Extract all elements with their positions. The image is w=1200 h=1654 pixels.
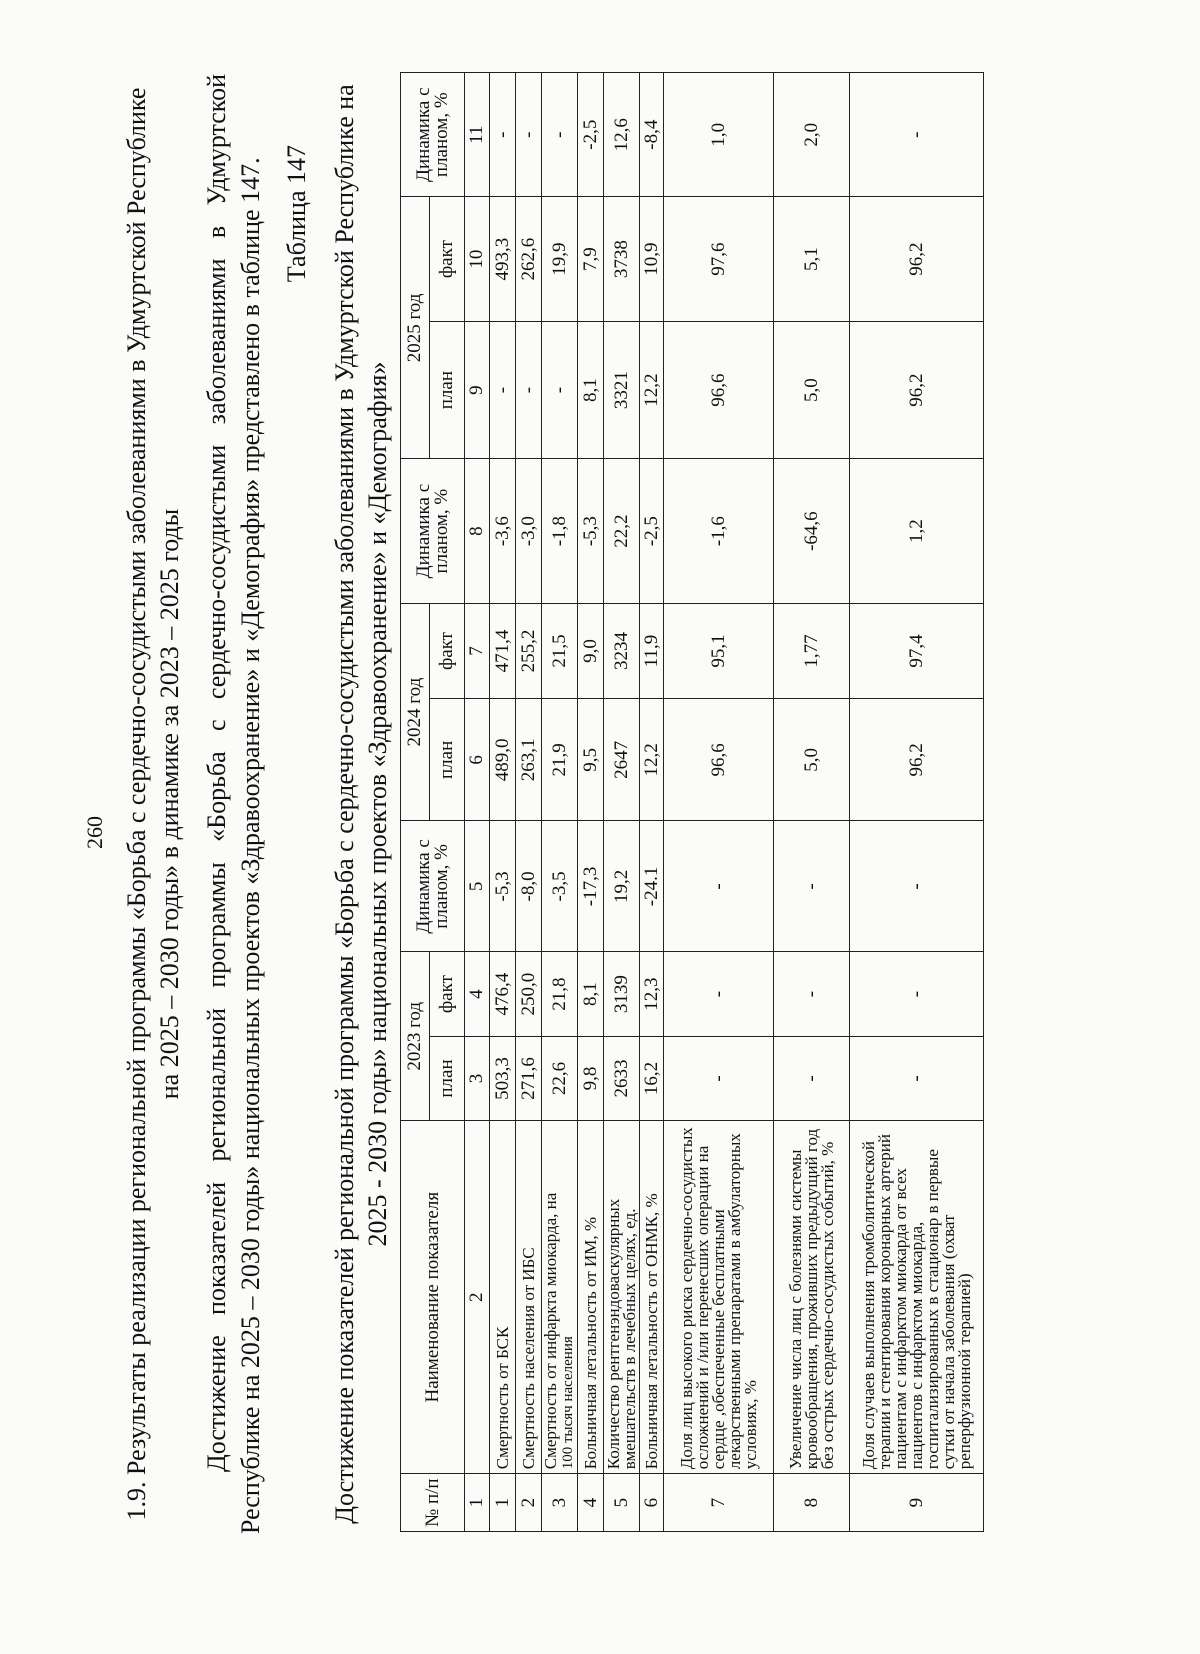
indicator-name-text: Больничная летальность от ОНМК, % <box>641 1193 661 1470</box>
dynamics-2025: 2,0 <box>774 73 850 197</box>
row-number: 4 <box>578 1474 604 1532</box>
fact-2024: 1,77 <box>774 603 850 699</box>
dynamics-2025: - <box>516 73 542 197</box>
table-row <box>542 73 578 1532</box>
fact-2025: 3738 <box>604 197 640 321</box>
indicator-name-text: Количество рентгенэндоваскулярных вмешательств в лечебных целях, ед. <box>603 1198 639 1470</box>
plan-2023: - <box>664 1036 774 1120</box>
fact-2025: 10,9 <box>640 197 664 321</box>
fact-2023: - <box>774 952 850 1036</box>
column-number: 6 <box>465 699 490 821</box>
indicator-name <box>604 1121 640 1474</box>
table-row <box>664 73 774 1532</box>
column-number: 11 <box>465 73 490 197</box>
indicator-name-continuation: 100 тысяч населения <box>560 1336 576 1470</box>
dynamics-2024: 1,2 <box>850 459 984 603</box>
plan-2025: 96,2 <box>850 321 984 459</box>
plan-2023: 2633 <box>604 1036 640 1120</box>
plan-2023: - <box>850 1036 984 1120</box>
row-number: 9 <box>850 1474 984 1532</box>
dynamics-2023: - <box>774 821 850 952</box>
section-heading: 1.9. Результаты реализации региональной программы «Борьба с сердечно-сосудистыми заболеваниями в Удмуртской Республике на 2025 – 2030 годы» в динамике за 2023 – 2025 годы <box>122 87 184 1521</box>
fact-2024: 255,2 <box>516 603 542 699</box>
fact-2023: 21,8 <box>542 952 578 1036</box>
fact-2023: 8,1 <box>578 952 604 1036</box>
plan-2023: 9,8 <box>578 1036 604 1120</box>
plan-2024: 5,0 <box>774 699 850 821</box>
indicator-name <box>664 1121 774 1474</box>
indicator-name <box>640 1121 664 1474</box>
indicator-name <box>578 1121 604 1474</box>
table-row <box>516 73 542 1532</box>
table-body <box>490 73 984 1532</box>
row-number: 7 <box>664 1474 774 1532</box>
column-number: 4 <box>465 952 490 1036</box>
plan-2023: 503,3 <box>490 1036 516 1120</box>
column-number: 7 <box>465 603 490 699</box>
fact-2025: 7,9 <box>578 197 604 321</box>
dynamics-2023: - <box>664 821 774 952</box>
plan-2025: 3321 <box>604 321 640 459</box>
table-row <box>640 73 664 1532</box>
row-number: 5 <box>604 1474 640 1532</box>
indicator-name-text: Доля случаев выполнения тромболитической терапии и стентирования коронарных артерий пациентам с инфарктом миокарда от всех пациентов с инфарктом миокарда, госпитализированных в стационар в первые сутки от начала заболевания (охват реперфузионной терапией) <box>858 1134 974 1470</box>
row-number: 6 <box>640 1474 664 1532</box>
plan-2024: 21,9 <box>542 699 578 821</box>
dynamics-2024: -3,0 <box>516 459 542 603</box>
header-plan-2025: план <box>430 321 465 459</box>
plan-2023: 22,6 <box>542 1036 578 1120</box>
header-fact-2025: факт <box>430 197 465 321</box>
column-number: 5 <box>465 821 490 952</box>
dynamics-2025: 1,0 <box>664 73 774 197</box>
dynamics-2024: 22,2 <box>604 459 640 603</box>
header-year-2024: 2024 год <box>401 603 430 821</box>
fact-2024: 11,9 <box>640 603 664 699</box>
fact-2023: - <box>850 952 984 1036</box>
dynamics-2023: -17,3 <box>578 821 604 952</box>
header-year-2025: 2025 год <box>401 197 430 459</box>
indicator-name-text: Увеличение числа лиц с болезнями системы кровообращения, проживших предыдущий год без острых сердечно-сосудистых событий, % <box>785 1128 837 1470</box>
dynamics-2023: 19,2 <box>604 821 640 952</box>
dynamics-2024: -5,3 <box>578 459 604 603</box>
fact-2023: 3139 <box>604 952 640 1036</box>
dynamics-2025: - <box>542 73 578 197</box>
indicator-name <box>490 1121 516 1474</box>
table-number: Таблица 147 <box>282 145 311 283</box>
column-number: 8 <box>465 459 490 603</box>
intro-paragraph: Достижение показателей региональной программы «Борьба с сердечно-сосудистыми заболеваниями в Удмуртской Республике на 2025 – 2030 годы» национальных проектов «Здравоохранение» и «Демография» представлено в таблице 147. <box>202 74 265 1534</box>
indicator-name-text: Смертность от инфаркта миокарда, на <box>541 1192 560 1470</box>
plan-2023: 16,2 <box>640 1036 664 1120</box>
fact-2025: 19,9 <box>542 197 578 321</box>
header-plan-2023: план <box>430 1036 465 1120</box>
header-dynamics-2025: Динамика с планом, % <box>401 73 465 197</box>
table-row <box>604 73 640 1532</box>
row-number: 1 <box>490 1474 516 1532</box>
fact-2024: 97,4 <box>850 603 984 699</box>
plan-2025: 96,6 <box>664 321 774 459</box>
dynamics-2024: -2,5 <box>640 459 664 603</box>
dynamics-2025: - <box>490 73 516 197</box>
fact-2023: - <box>664 952 774 1036</box>
fact-2025: 96,2 <box>850 197 984 321</box>
fact-2023: 250,0 <box>516 952 542 1036</box>
header-row-years <box>401 73 430 1532</box>
column-number: 3 <box>465 1036 490 1120</box>
header-num: № п/п <box>401 1474 465 1532</box>
plan-2024: 12,2 <box>640 699 664 821</box>
plan-2024: 9,5 <box>578 699 604 821</box>
plan-2025: - <box>516 321 542 459</box>
indicator-name-text: Больничная летальность от ИМ, % <box>580 1216 600 1470</box>
dynamics-2024: -1,6 <box>664 459 774 603</box>
indicator-name <box>516 1121 542 1474</box>
plan-2023: - <box>774 1036 850 1120</box>
fact-2025: 97,6 <box>664 197 774 321</box>
dynamics-2023: -8,0 <box>516 821 542 952</box>
column-numbers-row <box>465 73 490 1532</box>
header-name: Наименование показателя <box>401 1121 465 1474</box>
indicator-name-text: Смертность населения от ИБС <box>518 1247 538 1470</box>
dynamics-2025: -2,5 <box>578 73 604 197</box>
header-fact-2023: факт <box>430 952 465 1036</box>
fact-2024: 3234 <box>604 603 640 699</box>
indicator-name <box>850 1121 984 1474</box>
row-number: 2 <box>516 1474 542 1532</box>
header-year-2023: 2023 год <box>401 952 430 1121</box>
plan-2024: 96,2 <box>850 699 984 821</box>
indicators-table <box>400 72 984 1532</box>
header-plan-2024: план <box>430 699 465 821</box>
indicator-name-text: Смертность от БСК <box>492 1326 512 1470</box>
fact-2024: 21,5 <box>542 603 578 699</box>
dynamics-2024: -1,8 <box>542 459 578 603</box>
plan-2024: 489,0 <box>490 699 516 821</box>
fact-2023: 12,3 <box>640 952 664 1036</box>
page-number: 260 <box>82 816 107 849</box>
fact-2025: 493,3 <box>490 197 516 321</box>
row-number: 8 <box>774 1474 850 1532</box>
plan-2025: 8,1 <box>578 321 604 459</box>
plan-2025: 5,0 <box>774 321 850 459</box>
plan-2025: 12,2 <box>640 321 664 459</box>
header-fact-2024: факт <box>430 603 465 699</box>
indicator-name <box>542 1121 578 1474</box>
column-number: 10 <box>465 197 490 321</box>
indicator-name <box>774 1121 850 1474</box>
dynamics-2025: 12,6 <box>604 73 640 197</box>
dynamics-2023: - <box>850 821 984 952</box>
plan-2025: - <box>490 321 516 459</box>
indicator-name-text: Доля лиц высокого риска сердечно-сосудистых осложнений и /или перенесших операции на сердце ,обеспеченные бесплатными лекарственными препаратами в амбулаторных условиях, % <box>676 1127 760 1470</box>
plan-2024: 263,1 <box>516 699 542 821</box>
dynamics-2024: -3,6 <box>490 459 516 603</box>
column-number: 1 <box>465 1474 490 1532</box>
dynamics-2023: -3,5 <box>542 821 578 952</box>
plan-2025: - <box>542 321 578 459</box>
column-number: 2 <box>465 1121 490 1474</box>
table-title: Достижение показателей региональной программы «Борьба с сердечно-сосудистыми заболеваниями в Удмуртской Республике на 2025 - 2030 годы» национальных проектов «Здравоохранение» и «Демография» <box>330 84 392 1524</box>
dynamics-2024: -64,6 <box>774 459 850 603</box>
table-row <box>774 73 850 1532</box>
fact-2024: 95,1 <box>664 603 774 699</box>
dynamics-2025: - <box>850 73 984 197</box>
plan-2023: 271,6 <box>516 1036 542 1120</box>
fact-2025: 5,1 <box>774 197 850 321</box>
header-dynamics-2023: Динамика с планом, % <box>401 821 465 952</box>
plan-2024: 96,6 <box>664 699 774 821</box>
header-dynamics-2024: Динамика с планом, % <box>401 459 465 603</box>
dynamics-2025: -8,4 <box>640 73 664 197</box>
fact-2025: 262,6 <box>516 197 542 321</box>
fact-2024: 9,0 <box>578 603 604 699</box>
plan-2024: 2647 <box>604 699 640 821</box>
fact-2023: 476,4 <box>490 952 516 1036</box>
table-row <box>490 73 516 1532</box>
fact-2024: 471,4 <box>490 603 516 699</box>
row-number: 3 <box>542 1474 578 1532</box>
dynamics-2023: -24.1 <box>640 821 664 952</box>
dynamics-2023: -5,3 <box>490 821 516 952</box>
table-row <box>578 73 604 1532</box>
table-row <box>850 73 984 1532</box>
column-number: 9 <box>465 321 490 459</box>
